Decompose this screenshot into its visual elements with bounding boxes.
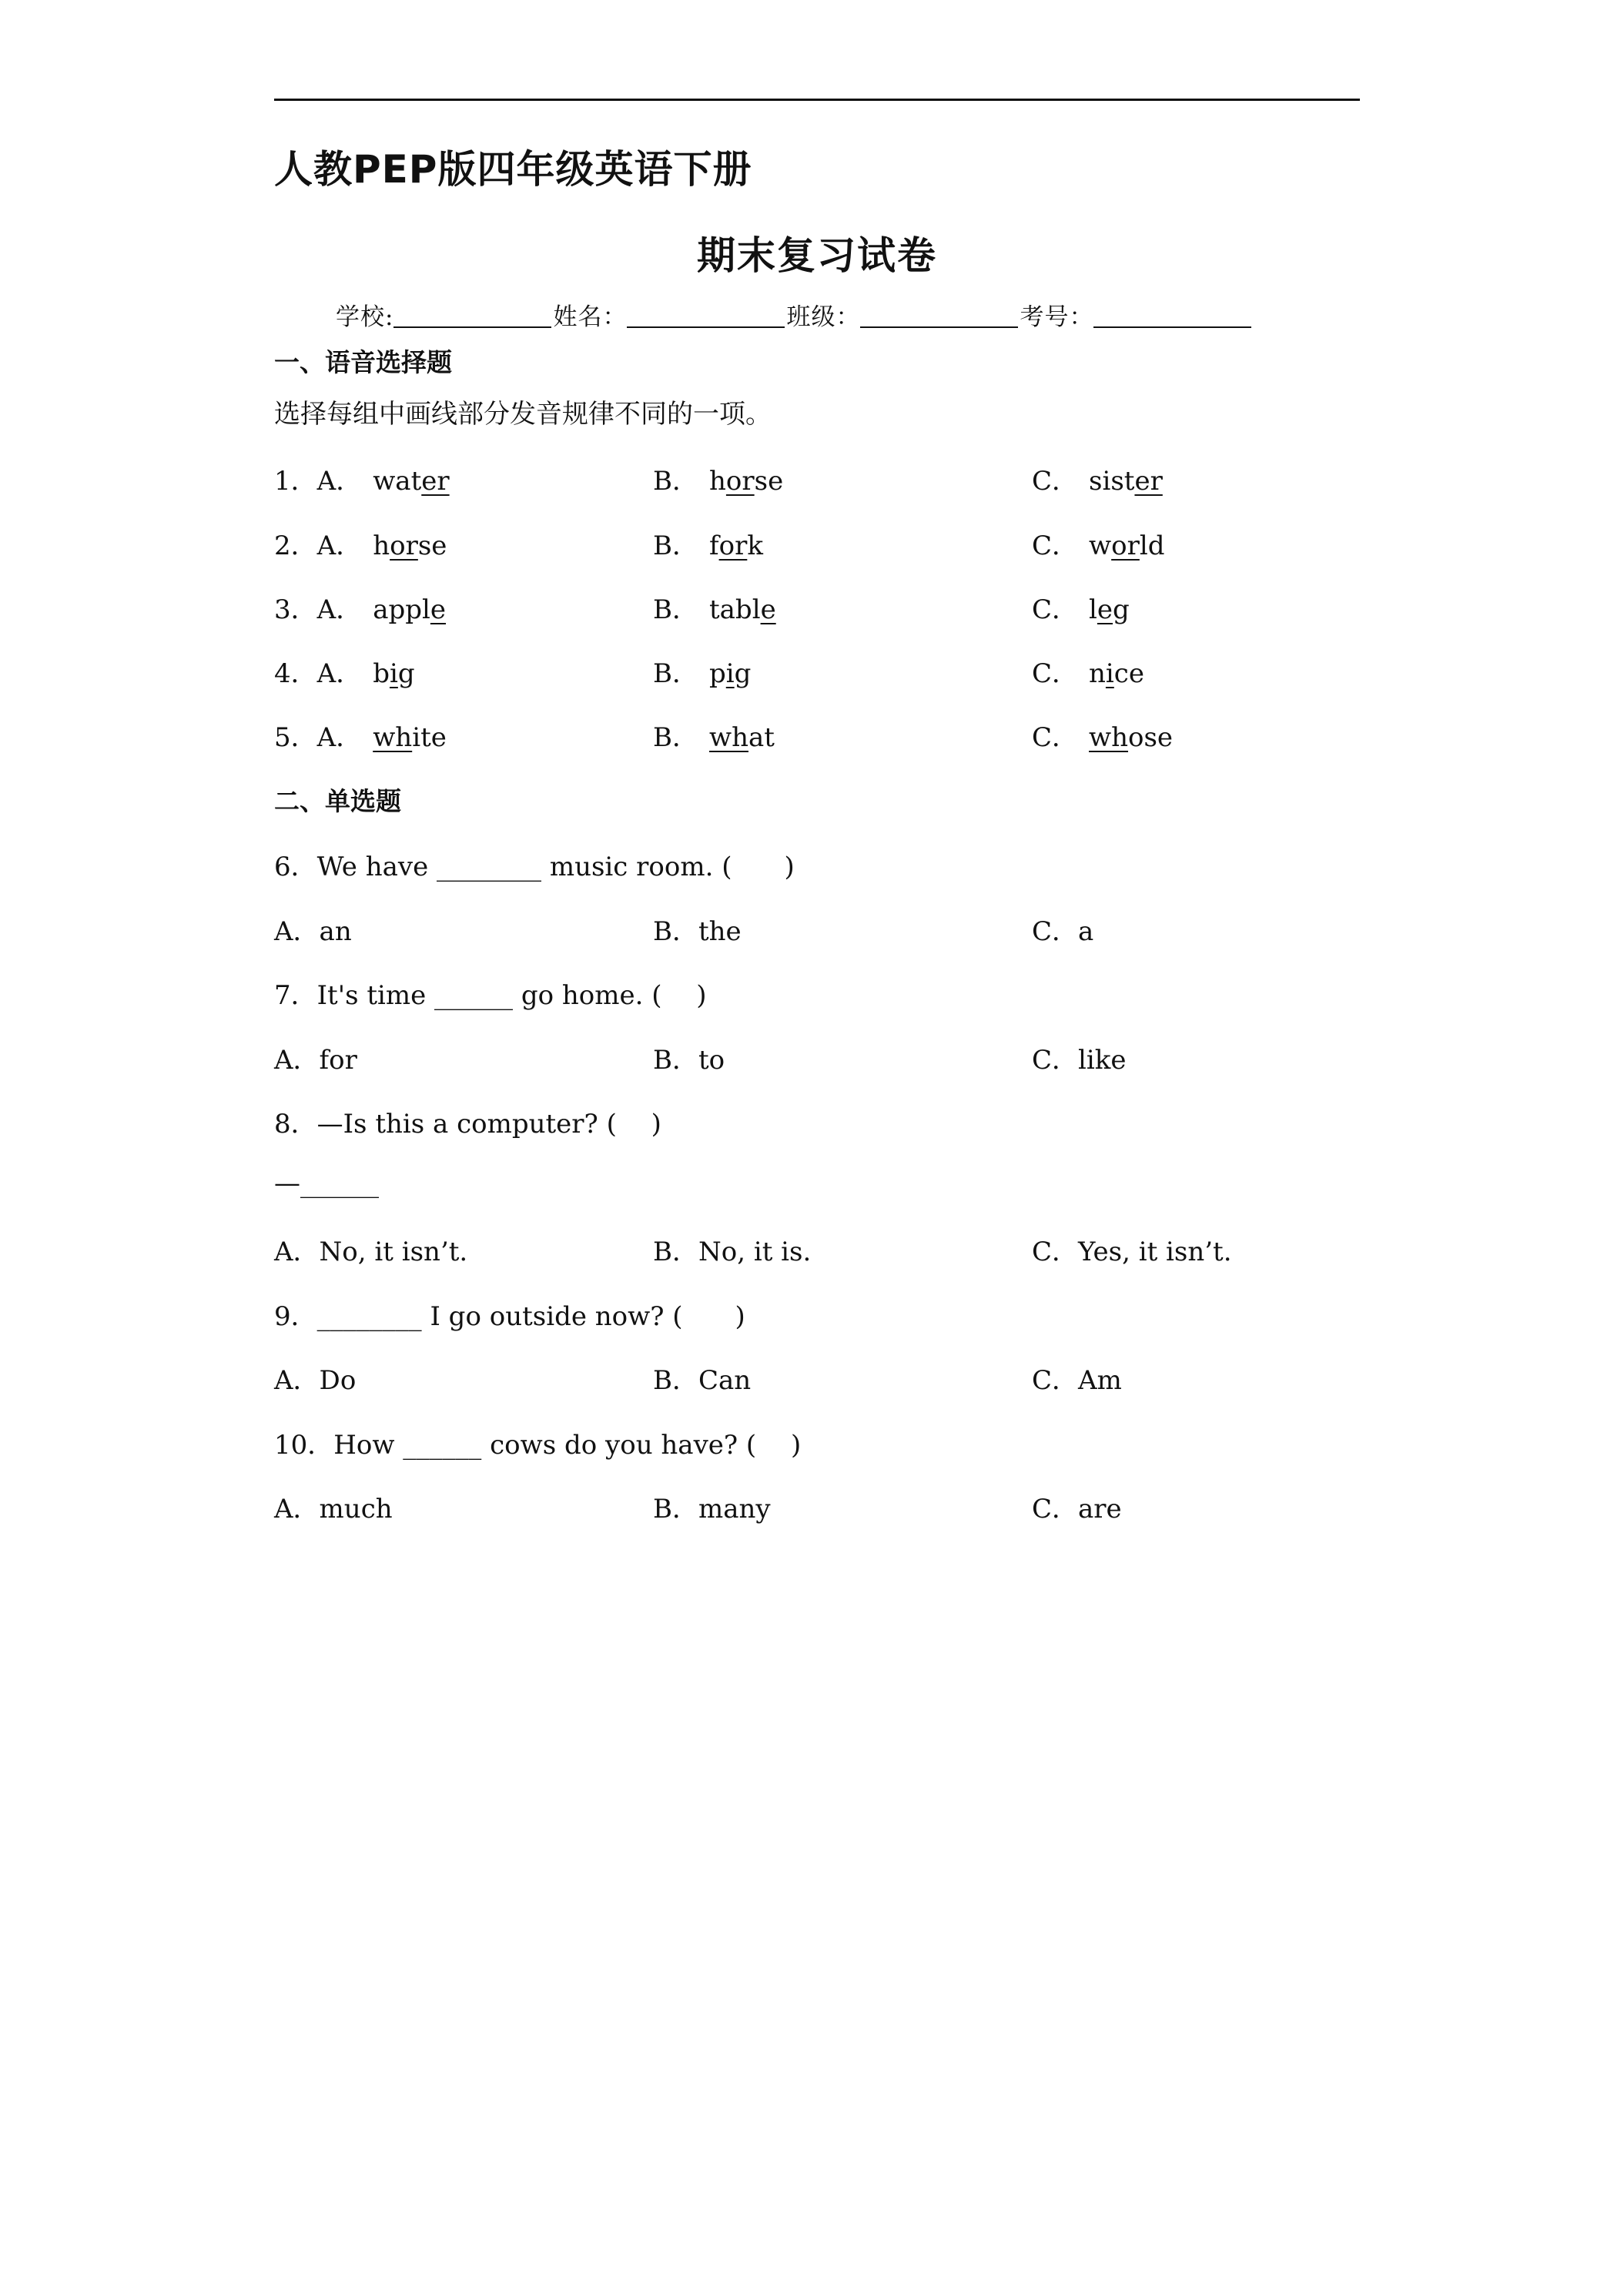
option-letter: A． — [316, 466, 363, 497]
word-part: n — [1089, 658, 1106, 689]
header-rule — [274, 99, 1360, 101]
question-8-option-c[interactable]: C．Yes, it isn’t. — [1032, 1237, 1232, 1267]
option-word — [373, 594, 446, 625]
question-5-option-c[interactable] — [1032, 716, 1173, 754]
question-10-option-b[interactable]: B．many — [653, 1494, 771, 1525]
question-4-option-a[interactable] — [274, 652, 415, 690]
document-subtitle: 期末复习试卷 — [697, 233, 937, 278]
question-8-answer-line: —______ — [274, 1168, 379, 1199]
question-3-option-c[interactable] — [1032, 588, 1130, 626]
word-part: ld — [1139, 530, 1165, 561]
question-2-option-c[interactable] — [1032, 524, 1165, 562]
option-word — [709, 466, 783, 497]
word-part: g — [397, 658, 415, 689]
option-letter: B． — [653, 530, 698, 561]
name-blank[interactable] — [627, 303, 785, 328]
underlined-letters: wh — [709, 722, 748, 753]
underlined-letters: or — [390, 530, 418, 561]
underlined-letters: or — [1111, 530, 1140, 561]
question-6-option-c[interactable]: C．a — [1032, 916, 1094, 947]
underlined-letters: wh — [1089, 722, 1129, 753]
option-word — [1089, 466, 1163, 497]
question-6-stem: 6．We have ________ music room. ( ) — [274, 852, 795, 882]
question-9-stem: 9．________ I go outside now? ( ) — [274, 1301, 745, 1332]
word-part: wat — [373, 466, 422, 497]
underlined-letters: wh — [373, 722, 413, 753]
class-blank[interactable] — [860, 303, 1018, 328]
question-7-option-a[interactable]: A．for — [274, 1045, 357, 1076]
option-letter: B． — [653, 658, 698, 689]
option-word — [709, 658, 751, 689]
option-word — [1089, 594, 1130, 625]
question-7-option-b[interactable]: B．to — [653, 1045, 725, 1076]
question-8-stem: 8．—Is this a computer? ( ) — [274, 1109, 661, 1140]
option-word — [373, 658, 414, 689]
question-10-stem: 10．How ______ cows do you have? ( ) — [274, 1430, 802, 1461]
option-letter: A． — [316, 722, 363, 753]
name-label: 姓名： — [553, 303, 628, 331]
question-number: 1． — [274, 466, 317, 497]
word-part: tabl — [709, 594, 761, 625]
option-word — [1089, 530, 1164, 561]
question-4-option-b[interactable] — [653, 652, 751, 690]
option-word — [1089, 658, 1144, 689]
word-part: se — [417, 530, 447, 561]
school-blank[interactable] — [393, 303, 551, 328]
option-letter: B． — [653, 466, 698, 497]
question-number: 4． — [274, 658, 317, 689]
question-number: 3． — [274, 594, 317, 625]
underlined-letters: er — [421, 466, 450, 497]
question-6-option-a[interactable]: A．an — [274, 916, 352, 947]
question-3-option-b[interactable] — [653, 588, 776, 626]
question-number: 2． — [274, 530, 317, 561]
class-label: 班级： — [786, 303, 861, 331]
question-2-option-b[interactable] — [653, 524, 763, 562]
word-part: k — [747, 530, 763, 561]
option-letter: C． — [1032, 466, 1079, 497]
question-1-option-b[interactable] — [653, 460, 783, 497]
underlined-letters: e — [760, 594, 776, 625]
word-part: h — [373, 530, 390, 561]
option-letter: C． — [1032, 722, 1079, 753]
question-4-option-c[interactable] — [1032, 652, 1144, 690]
school-label: 学校: — [336, 303, 394, 331]
question-7-option-c[interactable]: C．like — [1032, 1045, 1127, 1076]
section-instruction: 选择每组中画线部分发音规律不同的一项。 — [274, 399, 772, 430]
option-letter: A． — [316, 594, 363, 625]
word-part: w — [1089, 530, 1112, 561]
word-part: h — [709, 466, 726, 497]
option-word — [1089, 722, 1173, 753]
option-letter: B． — [653, 722, 698, 753]
word-part: se — [754, 466, 784, 497]
question-10-option-c[interactable]: C．are — [1032, 1494, 1122, 1525]
option-letter: C． — [1032, 530, 1079, 561]
question-1-option-a[interactable] — [274, 460, 450, 497]
number-label: 考号： — [1020, 303, 1094, 331]
number-blank[interactable] — [1093, 303, 1251, 328]
option-letter: C． — [1032, 658, 1079, 689]
option-word — [373, 466, 449, 497]
word-part: f — [709, 530, 719, 561]
option-word — [373, 530, 447, 561]
word-part: ce — [1113, 658, 1144, 689]
word-part: g — [1113, 594, 1130, 625]
option-letter: C． — [1032, 594, 1079, 625]
underlined-letters: or — [725, 466, 755, 497]
question-5-option-a[interactable] — [274, 716, 447, 754]
option-letter: B． — [653, 594, 698, 625]
underlined-letters: i — [389, 658, 398, 689]
word-part: l — [1089, 594, 1097, 625]
question-3-option-a[interactable] — [274, 588, 446, 626]
question-9-option-c[interactable]: C．Am — [1032, 1365, 1122, 1396]
question-8-option-a[interactable]: A．No, it isn’t. — [274, 1237, 468, 1267]
word-part: at — [748, 722, 775, 753]
question-6-option-b[interactable]: B．the — [653, 916, 742, 947]
question-2-option-a[interactable] — [274, 524, 447, 562]
option-word — [709, 594, 776, 625]
question-5-option-b[interactable] — [653, 716, 775, 754]
question-1-option-c[interactable] — [1032, 460, 1163, 497]
question-7-stem: 7．It's time ______ go home. ( ) — [274, 980, 707, 1011]
underlined-letters: or — [718, 530, 748, 561]
section-heading-phonics: 一、语音选择题 — [274, 347, 452, 377]
option-word — [373, 722, 447, 753]
word-part: g — [734, 658, 752, 689]
student-info-line — [336, 297, 1253, 332]
word-part: sist — [1089, 466, 1135, 497]
underlined-letters: er — [1134, 466, 1163, 497]
option-word — [709, 530, 763, 561]
word-part: p — [709, 658, 726, 689]
word-part: ose — [1128, 722, 1174, 753]
question-9-option-b[interactable]: B．Can — [653, 1365, 752, 1396]
question-10-option-a[interactable]: A．much — [274, 1494, 393, 1525]
word-part: ite — [412, 722, 447, 753]
word-part: appl — [373, 594, 430, 625]
underlined-letters: i — [725, 658, 735, 689]
question-9-option-a[interactable]: A．Do — [274, 1365, 357, 1396]
section-heading-single-choice: 二、单选题 — [274, 786, 401, 816]
underlined-letters: e — [1097, 594, 1113, 625]
underlined-letters: e — [430, 594, 447, 625]
question-number: 5． — [274, 722, 317, 753]
underlined-letters: i — [1105, 658, 1114, 689]
option-word — [709, 722, 775, 753]
option-letter: A． — [316, 658, 363, 689]
word-part: b — [373, 658, 390, 689]
option-letter: A． — [316, 530, 363, 561]
document-title: 人教PEP版四年级英语下册 — [274, 147, 752, 192]
question-8-option-b[interactable]: B．No, it is. — [653, 1237, 812, 1267]
